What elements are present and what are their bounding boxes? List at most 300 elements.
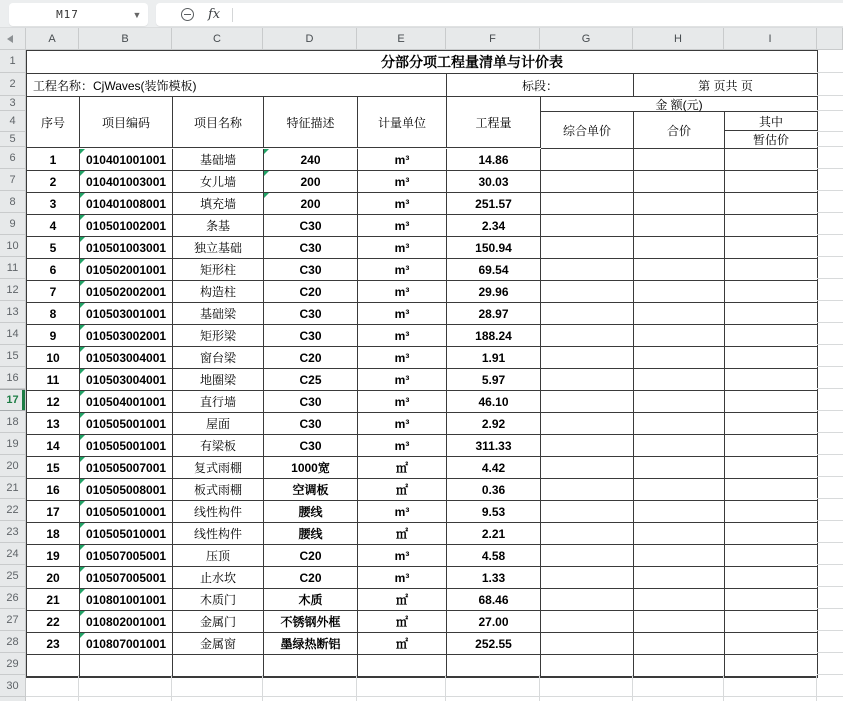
header-total-price[interactable]: 合价	[634, 112, 725, 148]
cell-feature[interactable]: 200	[264, 171, 358, 193]
cell-quantity[interactable]: 2.92	[447, 413, 541, 435]
cell-estimated[interactable]	[725, 215, 817, 237]
cell-estimated[interactable]	[725, 391, 817, 413]
column-header-E[interactable]: E	[357, 28, 446, 49]
cell-seq[interactable]: 19	[27, 545, 80, 567]
cell-name[interactable]: 有梁板	[173, 435, 264, 457]
cell-quantity[interactable]: 252.55	[447, 633, 541, 655]
cell-estimated[interactable]	[725, 655, 817, 677]
cell-feature[interactable]: C30	[264, 259, 358, 281]
cell-quantity[interactable]: 27.00	[447, 611, 541, 633]
row-header-18[interactable]: 18	[0, 411, 25, 433]
cell-unit-price[interactable]	[541, 325, 634, 347]
cell-quantity[interactable]: 2.21	[447, 523, 541, 545]
cell-unit[interactable]	[358, 655, 447, 677]
row-header-24[interactable]: 24	[0, 543, 25, 565]
section-cell[interactable]: 标段：	[447, 74, 634, 97]
cell-name[interactable]: 直行墙	[173, 391, 264, 413]
cell-feature[interactable]	[264, 655, 358, 677]
name-box[interactable]	[9, 3, 148, 26]
header-seq[interactable]: 序号	[27, 97, 80, 148]
cell-name[interactable]: 金属门	[173, 611, 264, 633]
row-header-12[interactable]: 12	[0, 279, 25, 301]
zoom-out-icon[interactable]	[181, 8, 194, 21]
cell-quantity[interactable]: 69.54	[447, 259, 541, 281]
cell-quantity[interactable]: 4.58	[447, 545, 541, 567]
cell-unit-price[interactable]	[541, 501, 634, 523]
cell-unit-price[interactable]	[541, 545, 634, 567]
cell-estimated[interactable]	[725, 523, 817, 545]
cell-seq[interactable]: 17	[27, 501, 80, 523]
cell-seq[interactable]: 6	[27, 259, 80, 281]
row-header-2[interactable]: 2	[0, 73, 25, 96]
project-name-cell[interactable]: 工程名称：CjWaves(装饰模板)	[27, 74, 447, 97]
column-header-B[interactable]: B	[79, 28, 172, 49]
header-feature[interactable]: 特征描述	[264, 97, 358, 148]
cell-total-price[interactable]	[634, 325, 725, 347]
cell-unit-price[interactable]	[541, 413, 634, 435]
row-header-6[interactable]: 6	[0, 147, 25, 169]
cell-seq[interactable]: 16	[27, 479, 80, 501]
row-header-26[interactable]: 26	[0, 587, 25, 609]
cell-code[interactable]: 010801001001	[80, 589, 173, 611]
cell-name[interactable]: 填充墙	[173, 193, 264, 215]
cell-total-price[interactable]	[634, 589, 725, 611]
cell-total-price[interactable]	[634, 523, 725, 545]
gridline	[817, 95, 843, 96]
cell-quantity[interactable]: 30.03	[447, 171, 541, 193]
chevron-down-icon[interactable]: ▼	[132, 9, 142, 20]
page-cell[interactable]: 第 页共 页	[634, 74, 817, 97]
cell-total-price[interactable]	[634, 413, 725, 435]
cell-feature[interactable]: C30	[264, 237, 358, 259]
cell-estimated[interactable]	[725, 545, 817, 567]
cell-quantity[interactable]: 2.34	[447, 215, 541, 237]
cell-feature[interactable]: C20	[264, 347, 358, 369]
cell-seq[interactable]: 12	[27, 391, 80, 413]
cell-unit[interactable]: m³	[358, 303, 447, 325]
cell-name[interactable]: 金属窗	[173, 633, 264, 655]
cell-name[interactable]: 止水坎	[173, 567, 264, 589]
cell-total-price[interactable]	[634, 303, 725, 325]
cell-estimated[interactable]	[725, 325, 817, 347]
cell-estimated[interactable]	[725, 611, 817, 633]
cell-estimated[interactable]	[725, 633, 817, 655]
cell-seq[interactable]: 9	[27, 325, 80, 347]
row-headers	[0, 50, 26, 701]
cell-unit[interactable]: m³	[358, 545, 447, 567]
row-header-16[interactable]: 16	[0, 367, 25, 389]
cell-name[interactable]: 木质门	[173, 589, 264, 611]
cell-seq[interactable]: 5	[27, 237, 80, 259]
cell-unit[interactable]: m³	[358, 237, 447, 259]
cell-code[interactable]: 010807001001	[80, 633, 173, 655]
cell-estimated[interactable]	[725, 303, 817, 325]
cell-unit[interactable]: ㎡	[358, 589, 447, 611]
cell-feature[interactable]: C30	[264, 413, 358, 435]
cell-code[interactable]: 010503004001	[80, 347, 173, 369]
row-header-20[interactable]: 20	[0, 455, 25, 477]
cell-feature[interactable]: C20	[264, 567, 358, 589]
cell-quantity[interactable]: 4.42	[447, 457, 541, 479]
cell-code[interactable]: 010505007001	[80, 457, 173, 479]
cell-quantity[interactable]: 251.57	[447, 193, 541, 215]
row-header-3[interactable]: 3	[0, 96, 25, 111]
cell-total-price[interactable]	[634, 391, 725, 413]
cell-code[interactable]: 010501003001	[80, 237, 173, 259]
cell-name[interactable]: 基础梁	[173, 303, 264, 325]
table-row	[27, 567, 817, 589]
column-header-G[interactable]: G	[540, 28, 633, 49]
gridline	[262, 675, 263, 701]
cell-feature[interactable]: 腰线	[264, 523, 358, 545]
table-row	[27, 633, 817, 655]
cell-code[interactable]: 010505001001	[80, 435, 173, 457]
cell-name[interactable]: 独立基础	[173, 237, 264, 259]
cell-quantity[interactable]: 1.91	[447, 347, 541, 369]
table-row	[27, 523, 817, 545]
gridline	[78, 675, 79, 701]
row-header-10[interactable]: 10	[0, 235, 25, 257]
cell-estimated[interactable]	[725, 347, 817, 369]
header-unit[interactable]: 计量单位	[358, 97, 447, 148]
cell-seq[interactable]: 7	[27, 281, 80, 303]
cell-total-price[interactable]	[634, 369, 725, 391]
cell-code[interactable]: 010507005001	[80, 545, 173, 567]
cell-estimated[interactable]	[725, 413, 817, 435]
cell-feature[interactable]: C25	[264, 369, 358, 391]
select-all-corner[interactable]	[0, 28, 26, 49]
cell-feature[interactable]: C30	[264, 215, 358, 237]
cell-total-price[interactable]	[634, 567, 725, 589]
cell-unit[interactable]: m³	[358, 259, 447, 281]
cell-name[interactable]: 线性构件	[173, 523, 264, 545]
table-title[interactable]: 分部分项工程量清单与计价表	[27, 51, 817, 74]
cell-unit[interactable]: ㎡	[358, 479, 447, 501]
row-header-29[interactable]: 29	[0, 653, 25, 675]
cell-quantity[interactable]: 0.36	[447, 479, 541, 501]
cell-unit[interactable]: m³	[358, 391, 447, 413]
cell-code[interactable]: 010501002001	[80, 215, 173, 237]
formula-bar-divider	[232, 8, 233, 22]
column-header-partial[interactable]	[817, 28, 843, 49]
header-unit-price[interactable]: 综合单价	[541, 112, 634, 148]
cell-unit[interactable]: m³	[358, 369, 447, 391]
cell-estimated[interactable]	[725, 281, 817, 303]
cell-total-price[interactable]	[634, 237, 725, 259]
row-header-11[interactable]: 11	[0, 257, 25, 279]
gridline	[817, 110, 843, 111]
cell-unit-price[interactable]	[541, 633, 634, 655]
cell-quantity[interactable]: 9.53	[447, 501, 541, 523]
cell-quantity[interactable]: 188.24	[447, 325, 541, 347]
cell-feature[interactable]: C20	[264, 545, 358, 567]
cell-seq[interactable]: 3	[27, 193, 80, 215]
row-header-5[interactable]: 5	[0, 132, 25, 147]
cell-seq[interactable]: 21	[27, 589, 80, 611]
row-header-30[interactable]: 30	[0, 675, 25, 697]
row-header-17[interactable]: 17	[0, 389, 25, 411]
cell-feature[interactable]: C30	[264, 391, 358, 413]
cell-unit[interactable]: m³	[358, 413, 447, 435]
cell-seq[interactable]: 8	[27, 303, 80, 325]
empty-table-row	[27, 655, 817, 677]
cell-code[interactable]: 010401001001	[80, 149, 173, 171]
cell-seq[interactable]: 18	[27, 523, 80, 545]
cell-code[interactable]: 010504001001	[80, 391, 173, 413]
cell-unit[interactable]: m³	[358, 567, 447, 589]
cell-feature[interactable]: 不锈钢外框	[264, 611, 358, 633]
cell-unit-price[interactable]	[541, 589, 634, 611]
cell-estimated[interactable]	[725, 567, 817, 589]
gridline	[816, 675, 817, 701]
row-header-1[interactable]: 1	[0, 50, 25, 73]
cell-total-price[interactable]	[634, 281, 725, 303]
cell-feature[interactable]: 腰线	[264, 501, 358, 523]
header-estimated[interactable]: 暂估价	[752, 133, 789, 147]
cell-total-price[interactable]	[634, 457, 725, 479]
row-header-14[interactable]: 14	[0, 323, 25, 345]
cell-total-price[interactable]	[634, 259, 725, 281]
cell-name[interactable]: 矩形柱	[173, 259, 264, 281]
cell-total-price[interactable]	[634, 435, 725, 457]
cell-unit-price[interactable]	[541, 655, 634, 677]
cell-name[interactable]: 线性构件	[173, 501, 264, 523]
row-header-23[interactable]: 23	[0, 521, 25, 543]
cell-name[interactable]: 窗台梁	[173, 347, 264, 369]
cell-unit-price[interactable]	[541, 193, 634, 215]
column-header-C[interactable]: C	[172, 28, 263, 49]
cell-feature[interactable]: C30	[264, 303, 358, 325]
cell-total-price[interactable]	[634, 171, 725, 193]
column-header-A[interactable]: A	[26, 28, 79, 49]
cell-unit-price[interactable]	[541, 457, 634, 479]
cell-seq[interactable]: 20	[27, 567, 80, 589]
sheet-grid[interactable]	[26, 50, 843, 701]
cell-unit-price[interactable]	[541, 281, 634, 303]
cell-total-price[interactable]	[634, 479, 725, 501]
header-of-which[interactable]: 其中	[725, 112, 817, 131]
cell-code[interactable]: 010503004001	[80, 369, 173, 391]
gridline	[723, 675, 724, 701]
cell-seq[interactable]: 15	[27, 457, 80, 479]
cell-unit-price[interactable]	[541, 567, 634, 589]
cell-code[interactable]: 010502001001	[80, 259, 173, 281]
cell-unit[interactable]: ㎡	[358, 611, 447, 633]
cell-estimated[interactable]	[725, 501, 817, 523]
cell-feature[interactable]: C20	[264, 281, 358, 303]
cell-estimated[interactable]	[725, 457, 817, 479]
cell-seq[interactable]: 2	[27, 171, 80, 193]
cell-name[interactable]: 构造柱	[173, 281, 264, 303]
cell-code[interactable]: 010401003001	[80, 171, 173, 193]
gridline	[817, 146, 843, 147]
cell-seq[interactable]: 10	[27, 347, 80, 369]
cell-seq[interactable]: 1	[27, 149, 80, 171]
cell-unit-price[interactable]	[541, 171, 634, 193]
cell-estimated[interactable]	[725, 237, 817, 259]
cell-feature[interactable]: C30	[264, 325, 358, 347]
cell-unit[interactable]: m³	[358, 193, 447, 215]
row-header-15[interactable]: 15	[0, 345, 25, 367]
row-header-21[interactable]: 21	[0, 477, 25, 499]
cell-unit-price[interactable]	[541, 523, 634, 545]
cell-unit-price[interactable]	[541, 347, 634, 369]
cell-unit[interactable]: m³	[358, 171, 447, 193]
header-amount[interactable]: 金 额(元)	[541, 97, 817, 112]
cell-unit-price[interactable]	[541, 435, 634, 457]
cell-name[interactable]: 复式雨棚	[173, 457, 264, 479]
cell-unit-price[interactable]	[541, 611, 634, 633]
cell-estimated[interactable]	[725, 259, 817, 281]
cell-name[interactable]: 压顶	[173, 545, 264, 567]
header-quantity[interactable]: 工程量	[447, 97, 541, 148]
cell-unit-price[interactable]	[541, 369, 634, 391]
row-header-8[interactable]: 8	[0, 191, 25, 213]
cell-name[interactable]: 女儿墙	[173, 171, 264, 193]
column-header-F[interactable]: F	[446, 28, 540, 49]
cell-total-price[interactable]	[634, 633, 725, 655]
cell-feature[interactable]: 240	[264, 149, 358, 171]
cell-name[interactable]: 矩形梁	[173, 325, 264, 347]
gridline	[817, 586, 843, 587]
header-code[interactable]: 项目编码	[80, 97, 173, 148]
cell-unit[interactable]: m³	[358, 149, 447, 171]
cell-code[interactable]: 010503002001	[80, 325, 173, 347]
row-header-19[interactable]: 19	[0, 433, 25, 455]
header-amount-group	[541, 97, 817, 149]
table-body	[27, 149, 817, 677]
cell-name[interactable]: 地圈梁	[173, 369, 264, 391]
cell-code[interactable]: 010502002001	[80, 281, 173, 303]
cell-quantity[interactable]: 1.33	[447, 567, 541, 589]
cell-estimated[interactable]	[725, 589, 817, 611]
cell-quantity[interactable]: 28.97	[447, 303, 541, 325]
cell-unit[interactable]: m³	[358, 325, 447, 347]
cell-quantity[interactable]: 46.10	[447, 391, 541, 413]
cell-seq[interactable]: 11	[27, 369, 80, 391]
cell-code[interactable]: 010505001001	[80, 413, 173, 435]
cell-total-price[interactable]	[634, 215, 725, 237]
row-header-22[interactable]: 22	[0, 499, 25, 521]
row-header-28[interactable]: 28	[0, 631, 25, 653]
cell-total-price[interactable]	[634, 149, 725, 171]
cell-quantity[interactable]: 5.97	[447, 369, 541, 391]
cell-seq[interactable]: 23	[27, 633, 80, 655]
header-name[interactable]: 项目名称	[173, 97, 264, 148]
cell-estimated[interactable]	[725, 171, 817, 193]
cell-feature[interactable]: C30	[264, 435, 358, 457]
cell-code[interactable]: 010802001001	[80, 611, 173, 633]
cell-quantity[interactable]: 29.96	[447, 281, 541, 303]
cell-unit-price[interactable]	[541, 391, 634, 413]
cell-unit[interactable]: m³	[358, 347, 447, 369]
cell-total-price[interactable]	[634, 545, 725, 567]
cell-name[interactable]: 基础墙	[173, 149, 264, 171]
cell-unit[interactable]: m³	[358, 501, 447, 523]
cell-quantity[interactable]	[447, 655, 541, 677]
cell-name[interactable]: 屋面	[173, 413, 264, 435]
cell-unit-price[interactable]	[541, 215, 634, 237]
cell-unit-price[interactable]	[541, 149, 634, 171]
cell-code[interactable]: 010505010001	[80, 501, 173, 523]
cell-quantity[interactable]: 14.86	[447, 149, 541, 171]
cell-total-price[interactable]	[634, 611, 725, 633]
row-header-9[interactable]: 9	[0, 213, 25, 235]
row-header-25[interactable]: 25	[0, 565, 25, 587]
cell-estimated[interactable]	[725, 369, 817, 391]
row-header-7[interactable]: 7	[0, 169, 25, 191]
cell-seq[interactable]: 22	[27, 611, 80, 633]
cell-quantity[interactable]: 68.46	[447, 589, 541, 611]
cell-estimated[interactable]	[725, 149, 817, 171]
table-row	[27, 149, 817, 171]
row-header-27[interactable]: 27	[0, 609, 25, 631]
cell-seq[interactable]: 13	[27, 413, 80, 435]
formula-toolbar	[0, 0, 843, 28]
column-header-D[interactable]: D	[263, 28, 357, 49]
cell-code[interactable]: 010401008001	[80, 193, 173, 215]
gridline	[817, 454, 843, 455]
cell-unit[interactable]: m³	[358, 435, 447, 457]
cell-unit-price[interactable]	[541, 479, 634, 501]
row-header-13[interactable]: 13	[0, 301, 25, 323]
cell-name[interactable]	[173, 655, 264, 677]
cell-name[interactable]: 板式雨棚	[173, 479, 264, 501]
row-header-4[interactable]: 4	[0, 111, 25, 132]
cell-feature[interactable]: 空调板	[264, 479, 358, 501]
cell-feature[interactable]: 木质	[264, 589, 358, 611]
column-header-H[interactable]: H	[633, 28, 724, 49]
table-row	[27, 435, 817, 457]
fx-icon[interactable]: fx	[208, 7, 221, 22]
gridline	[817, 674, 843, 675]
cell-estimated[interactable]	[725, 479, 817, 501]
cell-estimated[interactable]	[725, 435, 817, 457]
cell-unit[interactable]: ㎡	[358, 523, 447, 545]
cell-seq[interactable]	[27, 655, 80, 677]
cell-estimated[interactable]	[725, 193, 817, 215]
cell-code[interactable]: 010503001001	[80, 303, 173, 325]
cell-feature[interactable]: 墨绿热断铝	[264, 633, 358, 655]
cell-total-price[interactable]	[634, 655, 725, 677]
cell-feature[interactable]: 1000宽	[264, 457, 358, 479]
cell-unit[interactable]: m³	[358, 215, 447, 237]
cell-seq[interactable]: 4	[27, 215, 80, 237]
cell-code[interactable]: 010507005001	[80, 567, 173, 589]
cell-unit[interactable]: m³	[358, 281, 447, 303]
cell-code[interactable]: 010505010001	[80, 523, 173, 545]
cell-total-price[interactable]	[634, 501, 725, 523]
cell-total-price[interactable]	[634, 193, 725, 215]
cell-name[interactable]: 条基	[173, 215, 264, 237]
cell-unit-price[interactable]	[541, 237, 634, 259]
cell-quantity[interactable]: 311.33	[447, 435, 541, 457]
cell-feature[interactable]: 200	[264, 193, 358, 215]
formula-bar[interactable]	[156, 3, 843, 26]
cell-unit-price[interactable]	[541, 259, 634, 281]
cell-unit-price[interactable]	[541, 303, 634, 325]
cell-total-price[interactable]	[634, 347, 725, 369]
cell-quantity[interactable]: 150.94	[447, 237, 541, 259]
table-row	[27, 501, 817, 523]
cell-unit[interactable]: ㎡	[358, 633, 447, 655]
cell-unit[interactable]: ㎡	[358, 457, 447, 479]
cell-code[interactable]: 010505008001	[80, 479, 173, 501]
column-header-I[interactable]: I	[724, 28, 817, 49]
cell-seq[interactable]: 14	[27, 435, 80, 457]
cell-code[interactable]	[80, 655, 173, 677]
